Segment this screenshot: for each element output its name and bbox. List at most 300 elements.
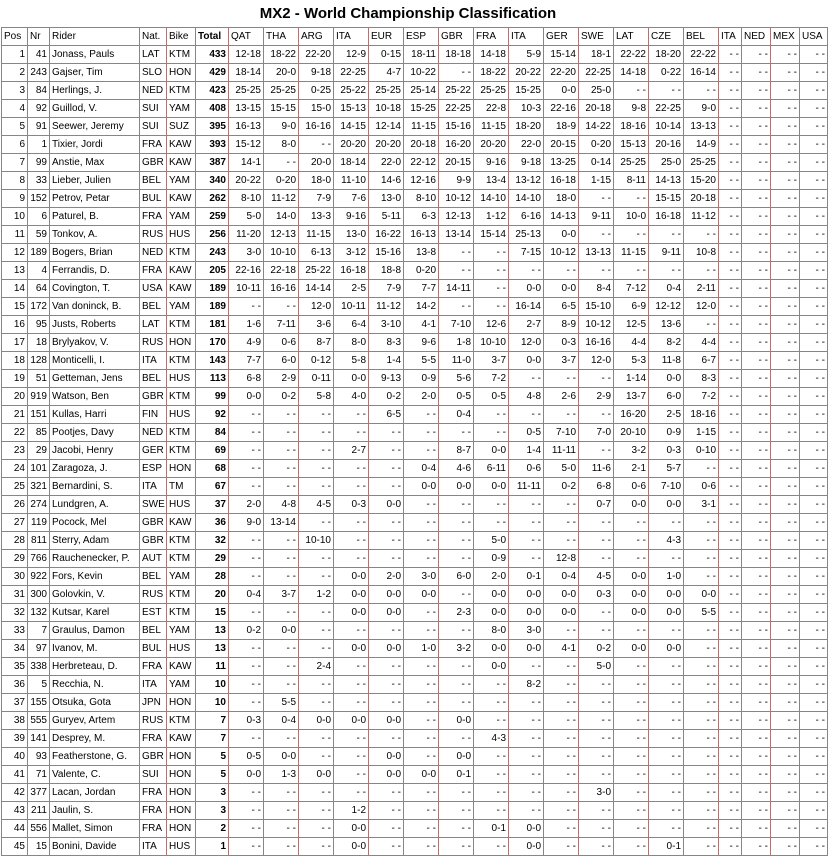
table-row (2, 712, 828, 730)
position-cell: 35 (2, 658, 28, 676)
race-result-cell: - - (649, 820, 684, 838)
race-result-cell: - - (509, 514, 544, 532)
race-result-cell: 0-0 (474, 658, 509, 676)
bike-cell: HON (167, 694, 196, 712)
race-result-cell: - - (719, 172, 742, 190)
table-row (2, 388, 828, 406)
race-result-cell: - - (229, 802, 264, 820)
total-points-cell: 433 (196, 46, 229, 64)
race-result-cell: 12-13 (264, 226, 299, 244)
rider-name-cell: Featherstone, G. (50, 748, 140, 766)
race-result-cell: - - (404, 820, 439, 838)
race-result-cell: - - (229, 694, 264, 712)
rider-name-cell: Ferrandis, D. (50, 262, 140, 280)
rider-number-cell: 33 (28, 172, 50, 190)
race-result-cell: 18-22 (264, 46, 299, 64)
race-result-cell: - - (299, 784, 334, 802)
race-result-cell: 0-6 (614, 478, 649, 496)
rider-number-cell: 189 (28, 244, 50, 262)
race-result-cell: 12-0 (509, 334, 544, 352)
bike-cell: HUS (167, 406, 196, 424)
race-result-cell: 9-11 (579, 208, 614, 226)
race-result-cell: - - (404, 514, 439, 532)
race-result-cell: - - (719, 802, 742, 820)
bike-cell: YAM (167, 100, 196, 118)
race-result-cell: - - (800, 658, 828, 676)
total-points-cell: 205 (196, 262, 229, 280)
race-result-cell: 0-0 (474, 442, 509, 460)
bike-cell: HON (167, 334, 196, 352)
race-result-cell: - - (742, 118, 771, 136)
rider-name-cell: Tonkov, A. (50, 226, 140, 244)
race-result-cell: 0-0 (404, 766, 439, 784)
race-result-cell: - - (719, 46, 742, 64)
race-result-cell: - - (334, 730, 369, 748)
race-result-cell: - - (614, 82, 649, 100)
race-result-cell: 3-2 (439, 640, 474, 658)
race-result-cell: 22-25 (439, 100, 474, 118)
race-result-cell: - - (264, 298, 299, 316)
race-result-cell: - - (299, 676, 334, 694)
race-result-cell: 0-9 (649, 424, 684, 442)
race-result-cell: - - (614, 766, 649, 784)
race-result-cell: - - (800, 244, 828, 262)
race-result-cell: - - (742, 622, 771, 640)
race-result-cell: - - (742, 352, 771, 370)
race-result-cell: 10-8 (684, 244, 719, 262)
table-body (2, 46, 828, 856)
race-result-cell: 14-0 (264, 208, 299, 226)
rider-number-cell: 152 (28, 190, 50, 208)
race-result-cell: 5-11 (369, 208, 404, 226)
race-result-cell: 15-20 (684, 172, 719, 190)
race-result-cell: - - (771, 118, 800, 136)
race-result-cell: - - (439, 244, 474, 262)
race-result-cell: - - (719, 766, 742, 784)
table-row (2, 838, 828, 856)
total-points-cell: 387 (196, 154, 229, 172)
race-result-cell: - - (684, 694, 719, 712)
race-result-cell: - - (800, 82, 828, 100)
rider-name-cell: Paturel, B. (50, 208, 140, 226)
table-row (2, 802, 828, 820)
race-result-cell: 0-0 (649, 604, 684, 622)
race-result-cell: 0-2 (229, 622, 264, 640)
race-result-cell: 6-0 (439, 568, 474, 586)
race-result-cell: 6-7 (684, 352, 719, 370)
rider-name-cell: Pootjes, Davy (50, 424, 140, 442)
position-cell: 3 (2, 82, 28, 100)
race-result-cell: - - (509, 748, 544, 766)
column-header: ESP (404, 28, 439, 46)
nationality-cell: RUS (140, 334, 167, 352)
race-result-cell: - - (800, 442, 828, 460)
race-result-cell: - - (742, 730, 771, 748)
position-cell: 42 (2, 784, 28, 802)
race-result-cell: 18-16 (684, 406, 719, 424)
race-result-cell: 13-14 (439, 226, 474, 244)
rider-number-cell: 59 (28, 226, 50, 244)
race-result-cell: - - (719, 352, 742, 370)
race-result-cell: 18-11 (404, 46, 439, 64)
race-result-cell: 2-0 (404, 388, 439, 406)
nationality-cell: RUS (140, 226, 167, 244)
race-result-cell: - - (439, 820, 474, 838)
race-result-cell: - - (229, 298, 264, 316)
race-result-cell: 14-13 (649, 172, 684, 190)
nationality-cell: GBR (140, 388, 167, 406)
race-result-cell: - - (719, 838, 742, 856)
table-row (2, 496, 828, 514)
race-result-cell: - - (719, 712, 742, 730)
table-row (2, 424, 828, 442)
position-cell: 16 (2, 316, 28, 334)
race-result-cell: - - (719, 622, 742, 640)
race-result-cell: - - (509, 406, 544, 424)
race-result-cell: - - (544, 838, 579, 856)
race-result-cell: - - (684, 820, 719, 838)
race-result-cell: - - (299, 442, 334, 460)
bike-cell: YAM (167, 208, 196, 226)
race-result-cell: - - (800, 712, 828, 730)
race-result-cell: - - (404, 694, 439, 712)
race-result-cell: - - (614, 802, 649, 820)
table-row (2, 676, 828, 694)
rider-name-cell: Guillod, V. (50, 100, 140, 118)
race-result-cell: 0-0 (474, 640, 509, 658)
race-result-cell: 0-0 (369, 604, 404, 622)
race-result-cell: - - (800, 136, 828, 154)
race-result-cell: - - (614, 748, 649, 766)
nationality-cell: FRA (140, 658, 167, 676)
race-result-cell: 7-11 (264, 316, 299, 334)
race-result-cell: - - (649, 676, 684, 694)
table-row (2, 46, 828, 64)
race-result-cell: 5-5 (404, 352, 439, 370)
race-result-cell: 5-8 (299, 388, 334, 406)
race-result-cell: - - (299, 460, 334, 478)
race-result-cell: - - (474, 712, 509, 730)
race-result-cell: - - (579, 730, 614, 748)
race-result-cell: - - (742, 316, 771, 334)
race-result-cell: 6-3 (404, 208, 439, 226)
race-result-cell: 0-11 (299, 370, 334, 388)
race-result-cell: 12-13 (439, 208, 474, 226)
race-result-cell: 0-6 (509, 460, 544, 478)
bike-cell: SUZ (167, 118, 196, 136)
race-result-cell: 0-0 (229, 388, 264, 406)
race-result-cell: 0-0 (649, 640, 684, 658)
race-result-cell: 4-8 (264, 496, 299, 514)
race-result-cell: 0-1 (649, 838, 684, 856)
race-result-cell: 0-10 (684, 442, 719, 460)
race-result-cell: - - (369, 694, 404, 712)
race-result-cell: - - (800, 604, 828, 622)
race-result-cell: 10-22 (404, 64, 439, 82)
race-result-cell: 22-16 (229, 262, 264, 280)
rider-name-cell: Covington, T. (50, 280, 140, 298)
rider-name-cell: Ivanov, M. (50, 640, 140, 658)
race-result-cell: 13-13 (579, 244, 614, 262)
rider-number-cell: 97 (28, 640, 50, 658)
race-result-cell: - - (800, 784, 828, 802)
race-result-cell: 14-11 (439, 280, 474, 298)
race-result-cell: 0-2 (264, 388, 299, 406)
race-result-cell: - - (719, 730, 742, 748)
race-result-cell: - - (229, 550, 264, 568)
race-result-cell: 11-15 (404, 118, 439, 136)
race-result-cell: - - (404, 424, 439, 442)
race-result-cell: - - (649, 748, 684, 766)
rider-number-cell: 84 (28, 82, 50, 100)
bike-cell: YAM (167, 676, 196, 694)
column-header: NED (742, 28, 771, 46)
position-cell: 34 (2, 640, 28, 658)
rider-name-cell: Herbreteau, D. (50, 658, 140, 676)
race-result-cell: 0-0 (264, 622, 299, 640)
race-result-cell: - - (509, 784, 544, 802)
bike-cell: KTM (167, 712, 196, 730)
race-result-cell: - - (299, 514, 334, 532)
race-result-cell: - - (579, 766, 614, 784)
race-result-cell: 0-5 (229, 748, 264, 766)
column-header: QAT (229, 28, 264, 46)
race-result-cell: 8-10 (229, 190, 264, 208)
race-result-cell: 0-4 (404, 460, 439, 478)
nationality-cell: SUI (140, 766, 167, 784)
race-result-cell: - - (771, 784, 800, 802)
race-result-cell: 8-7 (439, 442, 474, 460)
nationality-cell: NED (140, 244, 167, 262)
race-result-cell: 25-0 (649, 154, 684, 172)
race-result-cell: - - (800, 622, 828, 640)
race-result-cell: - - (334, 460, 369, 478)
rider-number-cell: 377 (28, 784, 50, 802)
table-row (2, 118, 828, 136)
race-result-cell: - - (684, 802, 719, 820)
race-result-cell: - - (229, 442, 264, 460)
total-points-cell: 32 (196, 532, 229, 550)
race-result-cell: 10-10 (299, 532, 334, 550)
race-result-cell: - - (299, 838, 334, 856)
race-result-cell: - - (684, 568, 719, 586)
race-result-cell: 15-14 (544, 46, 579, 64)
position-cell: 19 (2, 370, 28, 388)
race-result-cell: 10-14 (649, 118, 684, 136)
table-row (2, 406, 828, 424)
race-result-cell: - - (800, 406, 828, 424)
race-result-cell: 6-5 (369, 406, 404, 424)
race-result-cell: - - (719, 424, 742, 442)
race-result-cell: - - (264, 604, 299, 622)
race-result-cell: - - (771, 676, 800, 694)
race-result-cell: 0-0 (369, 496, 404, 514)
race-result-cell: 22-12 (404, 154, 439, 172)
race-result-cell: - - (800, 802, 828, 820)
race-result-cell: 4-4 (684, 334, 719, 352)
race-result-cell: - - (334, 766, 369, 784)
race-result-cell: 1-12 (474, 208, 509, 226)
race-result-cell: 0-0 (614, 496, 649, 514)
race-result-cell: 0-4 (649, 280, 684, 298)
race-result-cell: 8-3 (369, 334, 404, 352)
race-result-cell: 4-9 (229, 334, 264, 352)
race-result-cell: - - (334, 676, 369, 694)
race-result-cell: - - (742, 154, 771, 172)
total-points-cell: 3 (196, 802, 229, 820)
race-result-cell: - - (439, 730, 474, 748)
race-result-cell: - - (800, 334, 828, 352)
race-result-cell: - - (684, 82, 719, 100)
race-result-cell: 0-0 (334, 820, 369, 838)
race-result-cell: - - (614, 550, 649, 568)
rider-name-cell: Desprey, M. (50, 730, 140, 748)
race-result-cell: 12-18 (229, 46, 264, 64)
rider-name-cell: Otsuka, Gota (50, 694, 140, 712)
race-result-cell: - - (719, 100, 742, 118)
race-result-cell: - - (264, 640, 299, 658)
race-result-cell: 7-10 (649, 478, 684, 496)
race-result-cell: 8-7 (299, 334, 334, 352)
position-cell: 41 (2, 766, 28, 784)
race-result-cell: - - (742, 550, 771, 568)
race-result-cell: 10-3 (509, 100, 544, 118)
race-result-cell: - - (771, 100, 800, 118)
table-row (2, 154, 828, 172)
table-row (2, 586, 828, 604)
race-result-cell: - - (771, 208, 800, 226)
race-result-cell: - - (264, 424, 299, 442)
column-header: GBR (439, 28, 474, 46)
table-row (2, 352, 828, 370)
race-result-cell: - - (544, 712, 579, 730)
rider-name-cell: Guryev, Artem (50, 712, 140, 730)
position-cell: 25 (2, 478, 28, 496)
race-result-cell: 0-12 (299, 352, 334, 370)
race-result-cell: 8-2 (649, 334, 684, 352)
race-result-cell: - - (742, 568, 771, 586)
rider-number-cell: 922 (28, 568, 50, 586)
race-result-cell: - - (404, 784, 439, 802)
race-result-cell: 6-16 (509, 208, 544, 226)
bike-cell: KTM (167, 442, 196, 460)
race-result-cell: - - (684, 730, 719, 748)
race-result-cell: 0-0 (439, 712, 474, 730)
column-header: Nat. (140, 28, 167, 46)
race-result-cell: - - (614, 514, 649, 532)
total-points-cell: 1 (196, 838, 229, 856)
race-result-cell: 18-0 (544, 190, 579, 208)
race-result-cell: - - (474, 280, 509, 298)
race-result-cell: - - (369, 424, 404, 442)
race-result-cell: - - (299, 406, 334, 424)
race-result-cell: - - (800, 424, 828, 442)
race-result-cell: 20-10 (614, 424, 649, 442)
race-result-cell: 20-15 (544, 136, 579, 154)
race-result-cell: - - (544, 766, 579, 784)
race-result-cell: 0-3 (579, 586, 614, 604)
race-result-cell: 0-0 (684, 586, 719, 604)
nationality-cell: BEL (140, 622, 167, 640)
position-cell: 24 (2, 460, 28, 478)
race-result-cell: 18-14 (334, 154, 369, 172)
race-result-cell: - - (544, 820, 579, 838)
race-result-cell: 12-14 (369, 118, 404, 136)
race-result-cell: 18-20 (509, 118, 544, 136)
race-result-cell: 25-22 (299, 262, 334, 280)
rider-number-cell: 811 (28, 532, 50, 550)
nationality-cell: ITA (140, 676, 167, 694)
race-result-cell: - - (742, 838, 771, 856)
nationality-cell: FRA (140, 802, 167, 820)
race-result-cell: - - (579, 838, 614, 856)
nationality-cell: BEL (140, 172, 167, 190)
rider-number-cell: 155 (28, 694, 50, 712)
total-points-cell: 393 (196, 136, 229, 154)
table-row (2, 226, 828, 244)
bike-cell: KTM (167, 244, 196, 262)
race-result-cell: - - (404, 802, 439, 820)
bike-cell: KAW (167, 514, 196, 532)
race-result-cell: - - (579, 694, 614, 712)
race-result-cell: - - (719, 820, 742, 838)
race-result-cell: - - (684, 316, 719, 334)
race-result-cell: 2-11 (684, 280, 719, 298)
race-result-cell: 7-6 (334, 190, 369, 208)
race-result-cell: 0-0 (404, 586, 439, 604)
race-result-cell: - - (800, 838, 828, 856)
table-row (2, 820, 828, 838)
rider-name-cell: Watson, Ben (50, 388, 140, 406)
table-row (2, 604, 828, 622)
race-result-cell: 8-3 (684, 370, 719, 388)
race-result-cell: 7-2 (474, 370, 509, 388)
race-result-cell: 20-0 (299, 154, 334, 172)
race-result-cell: - - (719, 514, 742, 532)
column-header: SWE (579, 28, 614, 46)
race-result-cell: 13-25 (544, 154, 579, 172)
bike-cell: HUS (167, 496, 196, 514)
race-result-cell: 25-25 (474, 82, 509, 100)
race-result-cell: 7-7 (229, 352, 264, 370)
column-header: EUR (369, 28, 404, 46)
rider-name-cell: Graulus, Damon (50, 622, 140, 640)
race-result-cell: - - (229, 820, 264, 838)
race-result-cell: - - (719, 442, 742, 460)
race-result-cell: 2-4 (299, 658, 334, 676)
race-result-cell: - - (742, 478, 771, 496)
race-result-cell: 8-9 (544, 316, 579, 334)
race-result-cell: - - (649, 802, 684, 820)
race-result-cell: - - (771, 568, 800, 586)
race-result-cell: 20-15 (439, 154, 474, 172)
race-result-cell: - - (719, 748, 742, 766)
race-result-cell: 4-6 (439, 460, 474, 478)
bike-cell: KTM (167, 46, 196, 64)
race-result-cell: - - (369, 622, 404, 640)
race-result-cell: - - (474, 676, 509, 694)
race-result-cell: - - (719, 280, 742, 298)
race-result-cell: 20-16 (649, 136, 684, 154)
race-result-cell: 7-2 (684, 388, 719, 406)
race-result-cell: - - (771, 712, 800, 730)
race-result-cell: - - (742, 262, 771, 280)
nationality-cell: GBR (140, 532, 167, 550)
race-result-cell: 5-5 (264, 694, 299, 712)
race-result-cell: 0-0 (544, 82, 579, 100)
race-result-cell: 8-4 (579, 280, 614, 298)
race-result-cell: - - (579, 712, 614, 730)
